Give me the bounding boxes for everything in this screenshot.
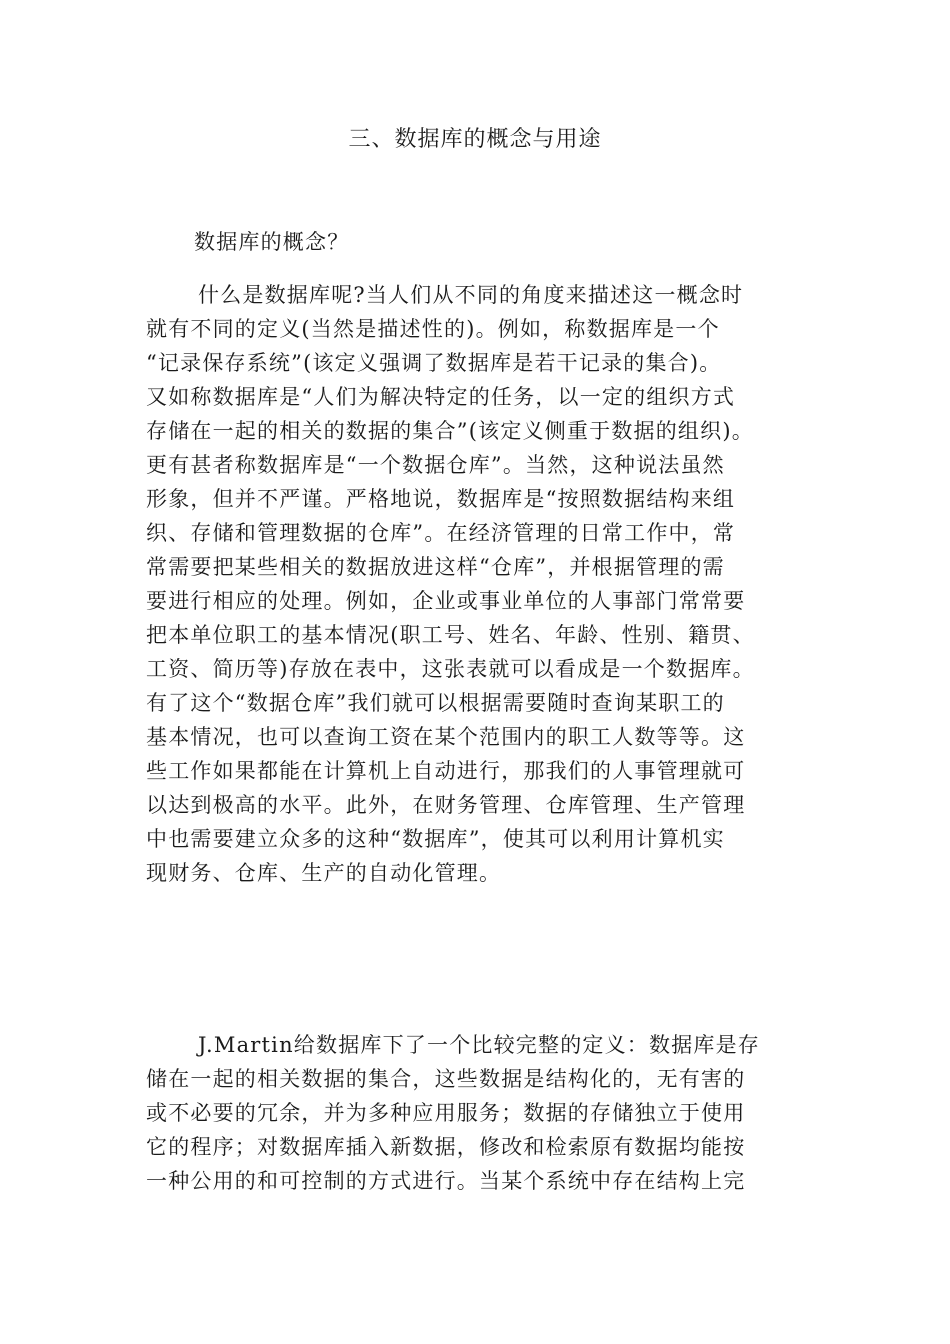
paragraph-line: 些工作如果都能在计算机上自动进行，那我们的人事管理就可 <box>146 759 746 783</box>
paragraph-line: 它的程序；对数据库插入新数据，修改和检索原有数据均能按 <box>146 1135 746 1159</box>
section-title: 三、数据库的概念与用途 <box>348 127 602 152</box>
paragraph-line: 什么是数据库呢?当人们从不同的角度来描述这一概念时 <box>198 283 744 307</box>
subheading: 数据库的概念？ <box>194 230 350 254</box>
paragraph-line: 形象，但并不严谨。严格地说，数据库是“按照数据结构来组 <box>146 487 736 511</box>
paragraph-line: 更有甚者称数据库是“一个数据仓库”。当然，这种说法虽然 <box>146 453 725 477</box>
paragraph-line: J.Martin给数据库下了一个比较完整的定义：数据库是存 <box>198 1033 761 1057</box>
paragraph-line: “记录保存系统”(该定义强调了数据库是若干记录的集合)。 <box>146 351 722 375</box>
paragraph-line: 织、存储和管理数据的仓库”。在经济管理的日常工作中，常 <box>146 521 736 545</box>
paragraph-line: 储在一起的相关数据的集合，这些数据是结构化的，无有害的 <box>146 1067 746 1091</box>
paragraph-line: 把本单位职工的基本情况(职工号、姓名、年龄、性别、籍贯、 <box>146 623 755 647</box>
paragraph-line: 又如称数据库是“人们为解决特定的任务，以一定的组织方式 <box>146 385 736 409</box>
paragraph-line: 中也需要建立众多的这种“数据库”，使其可以利用计算机实 <box>146 827 725 851</box>
paragraph-line: 有了这个“数据仓库”我们就可以根据需要随时查询某职工的 <box>146 691 725 715</box>
paragraph-line: 就有不同的定义(当然是描述性的)。例如，称数据库是一个 <box>146 317 720 341</box>
paragraph-line: 工资、简历等)存放在表中，这张表就可以看成是一个数据库。 <box>146 657 755 681</box>
paragraph-line: 现财务、仓库、生产的自动化管理。 <box>146 861 502 885</box>
paragraph-1 <box>146 278 811 890</box>
paragraph-line: 存储在一起的相关的数据的集合”(该定义侧重于数据的组织)。 <box>146 419 754 443</box>
paragraph-line: 或不必要的冗余，并为多种应用服务；数据的存储独立于使用 <box>146 1101 746 1125</box>
paragraph-2 <box>146 1028 811 1198</box>
paragraph-line: 常需要把某些相关的数据放进这样“仓库”，并根据管理的需 <box>146 555 725 579</box>
paragraph-line: 基本情况，也可以查询工资在某个范围内的职工人数等等。这 <box>146 725 746 749</box>
paragraph-line: 一种公用的和可控制的方式进行。当某个系统中存在结构上完 <box>146 1169 746 1193</box>
paragraph-line: 要进行相应的处理。例如，企业或事业单位的人事部门常常要 <box>146 589 746 613</box>
paragraph-line: 以达到极高的水平。此外，在财务管理、仓库管理、生产管理 <box>146 793 746 817</box>
